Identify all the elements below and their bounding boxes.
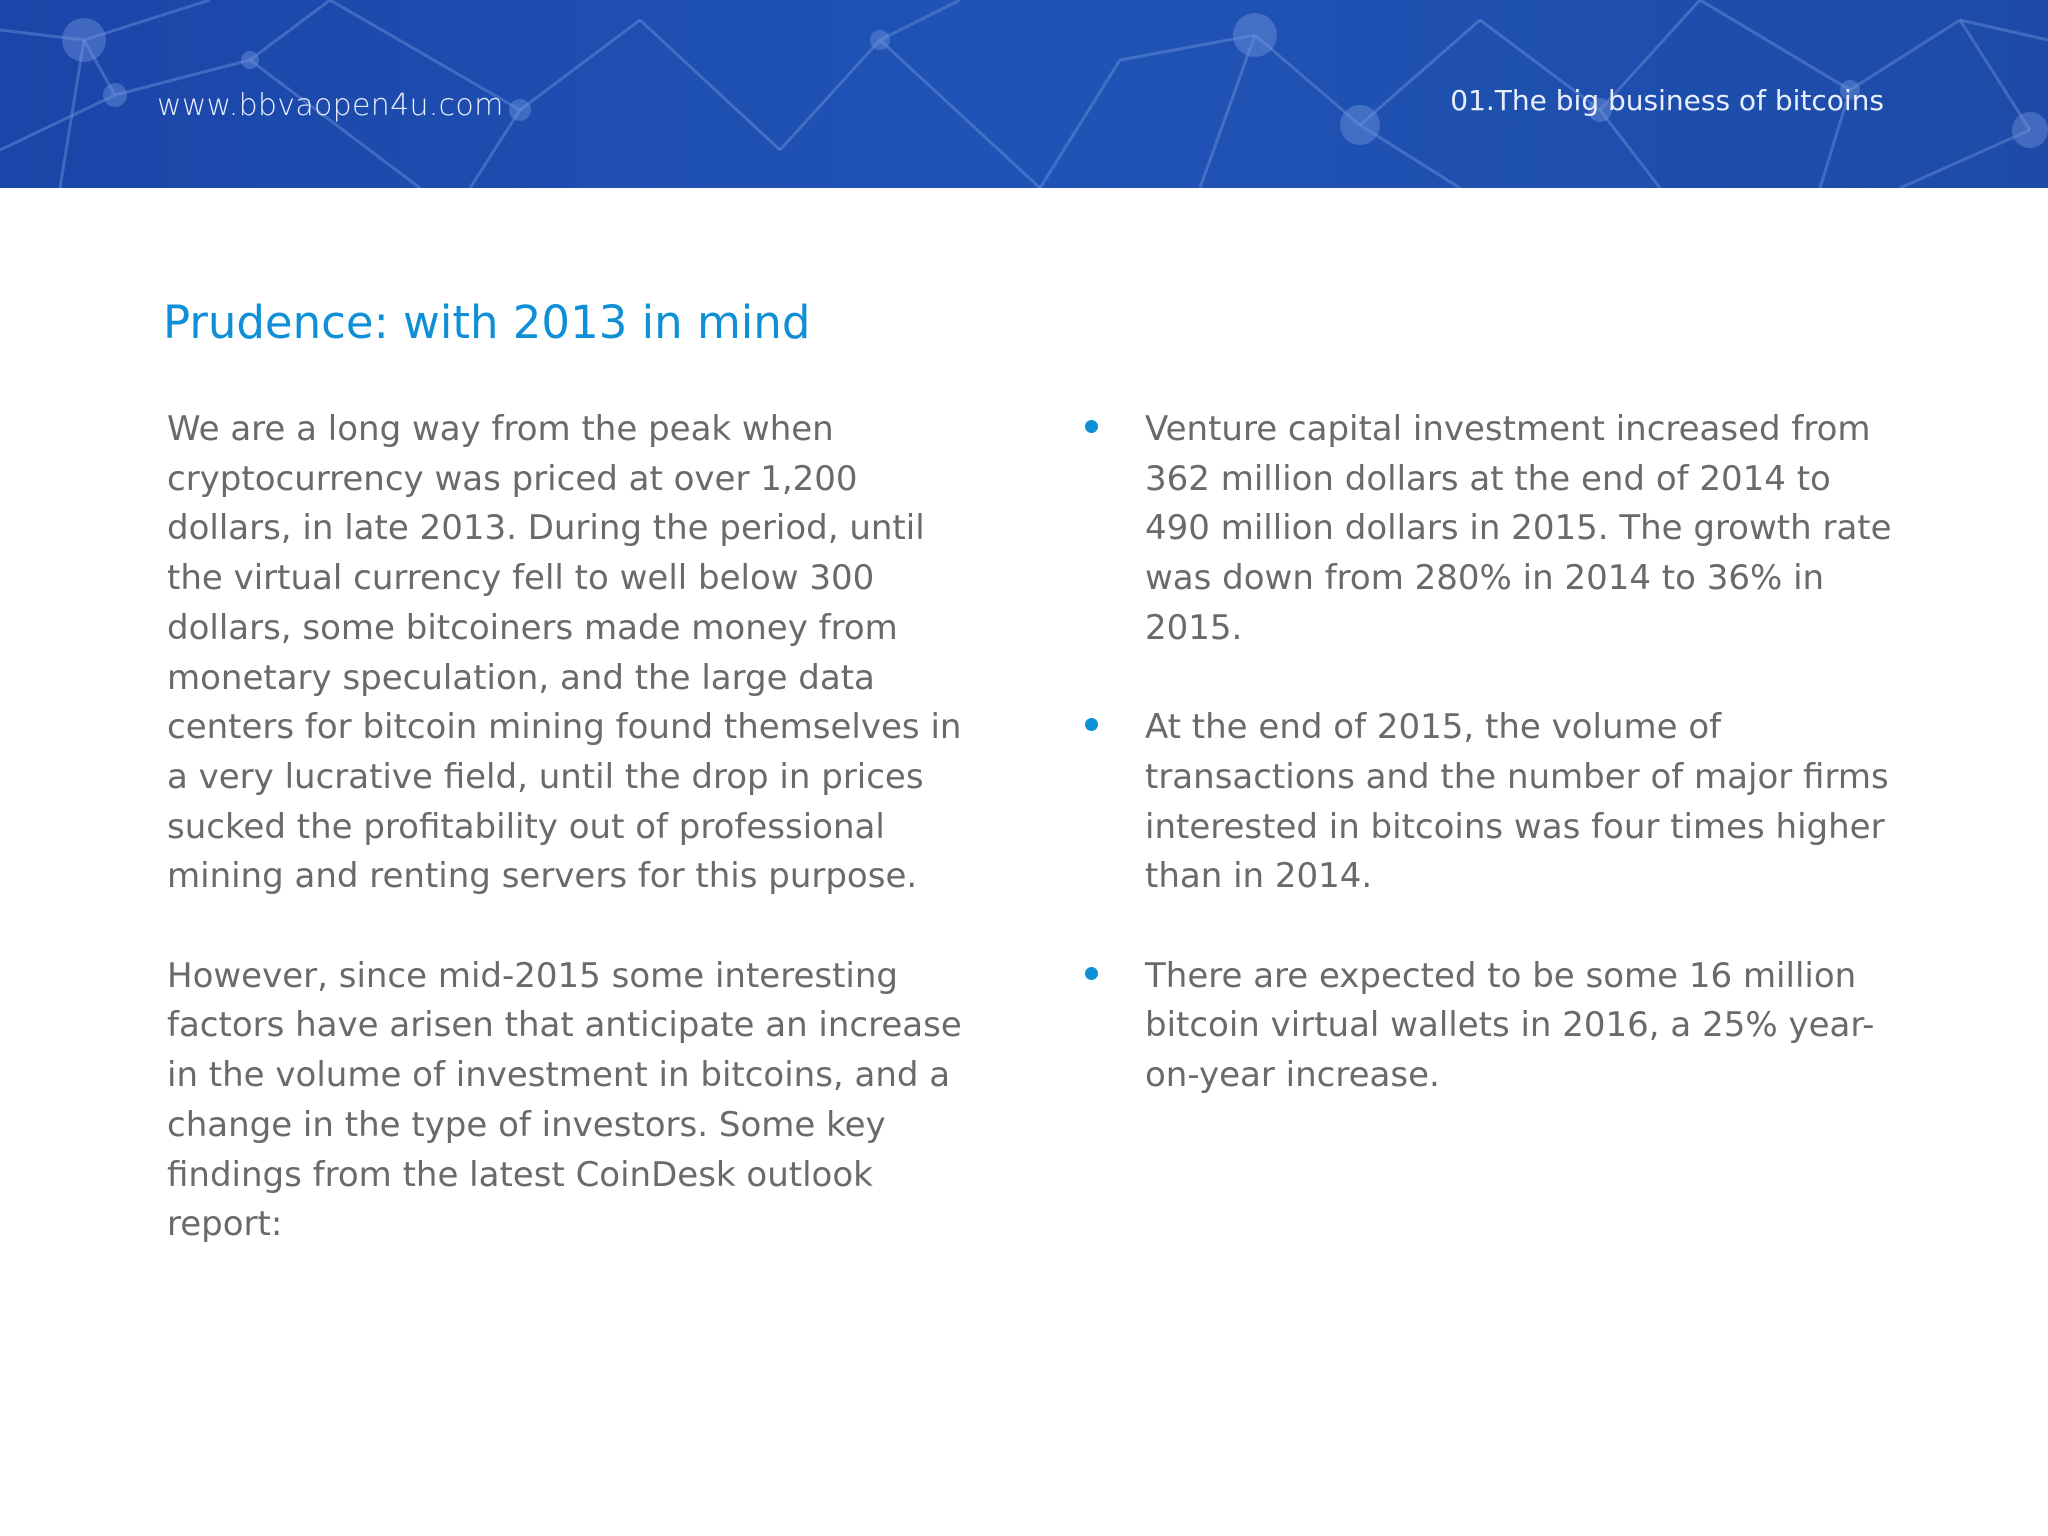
bullet-dot-icon [1085,967,1098,980]
findings-list [1082,405,1902,1151]
list-item [1082,703,1902,902]
list-item [1082,952,1902,1101]
list-item-text: At the end of 2015, the volume of transactions and the number of major firms interested in bitcoins was four times higher than in 2014. [1145,707,1889,897]
list-item [1082,405,1902,654]
left-column [167,405,987,1300]
intro-paragraph: We are a long way from the peak when cryptocurrency was priced at over 1,200 dollars, in late 2013. During the period, until the virtual currency fell to well below 300 dollars, some bitcoiners made money from monetary speculation, and the large data centers for bitcoin mining found themselves in a very lucrative field, until the drop in prices sucked the profitability out of professional mining and renting servers for this purpose. [167,409,962,897]
section-title: 01.The big business of bitcoins [1450,84,1884,117]
findings-paragraph: However, since mid-2015 some interesting factors have arisen that anticipate an increase in the volume of investment in bitcoins, and a change in the type of investors. Some key findings from the latest CoinDesk outlook report: [167,955,962,1245]
bullet-dot-icon [1085,420,1098,433]
list-item-text: There are expected to be some 16 million bitcoin virtual wallets in 2016, a 25% year-on-year increase. [1145,955,1875,1096]
header-banner [0,0,2048,188]
site-url[interactable]: www.bbvaopen4u.com [157,88,504,123]
bullet-dot-icon [1085,718,1098,731]
page-heading: Prudence: with 2013 in mind [163,296,811,349]
list-item-text: Venture capital investment increased from 362 million dollars at the end of 2014 to 490 million dollars in 2015. The growth rate was down from 280% in 2014 to 36% in 2015. [1145,409,1892,648]
